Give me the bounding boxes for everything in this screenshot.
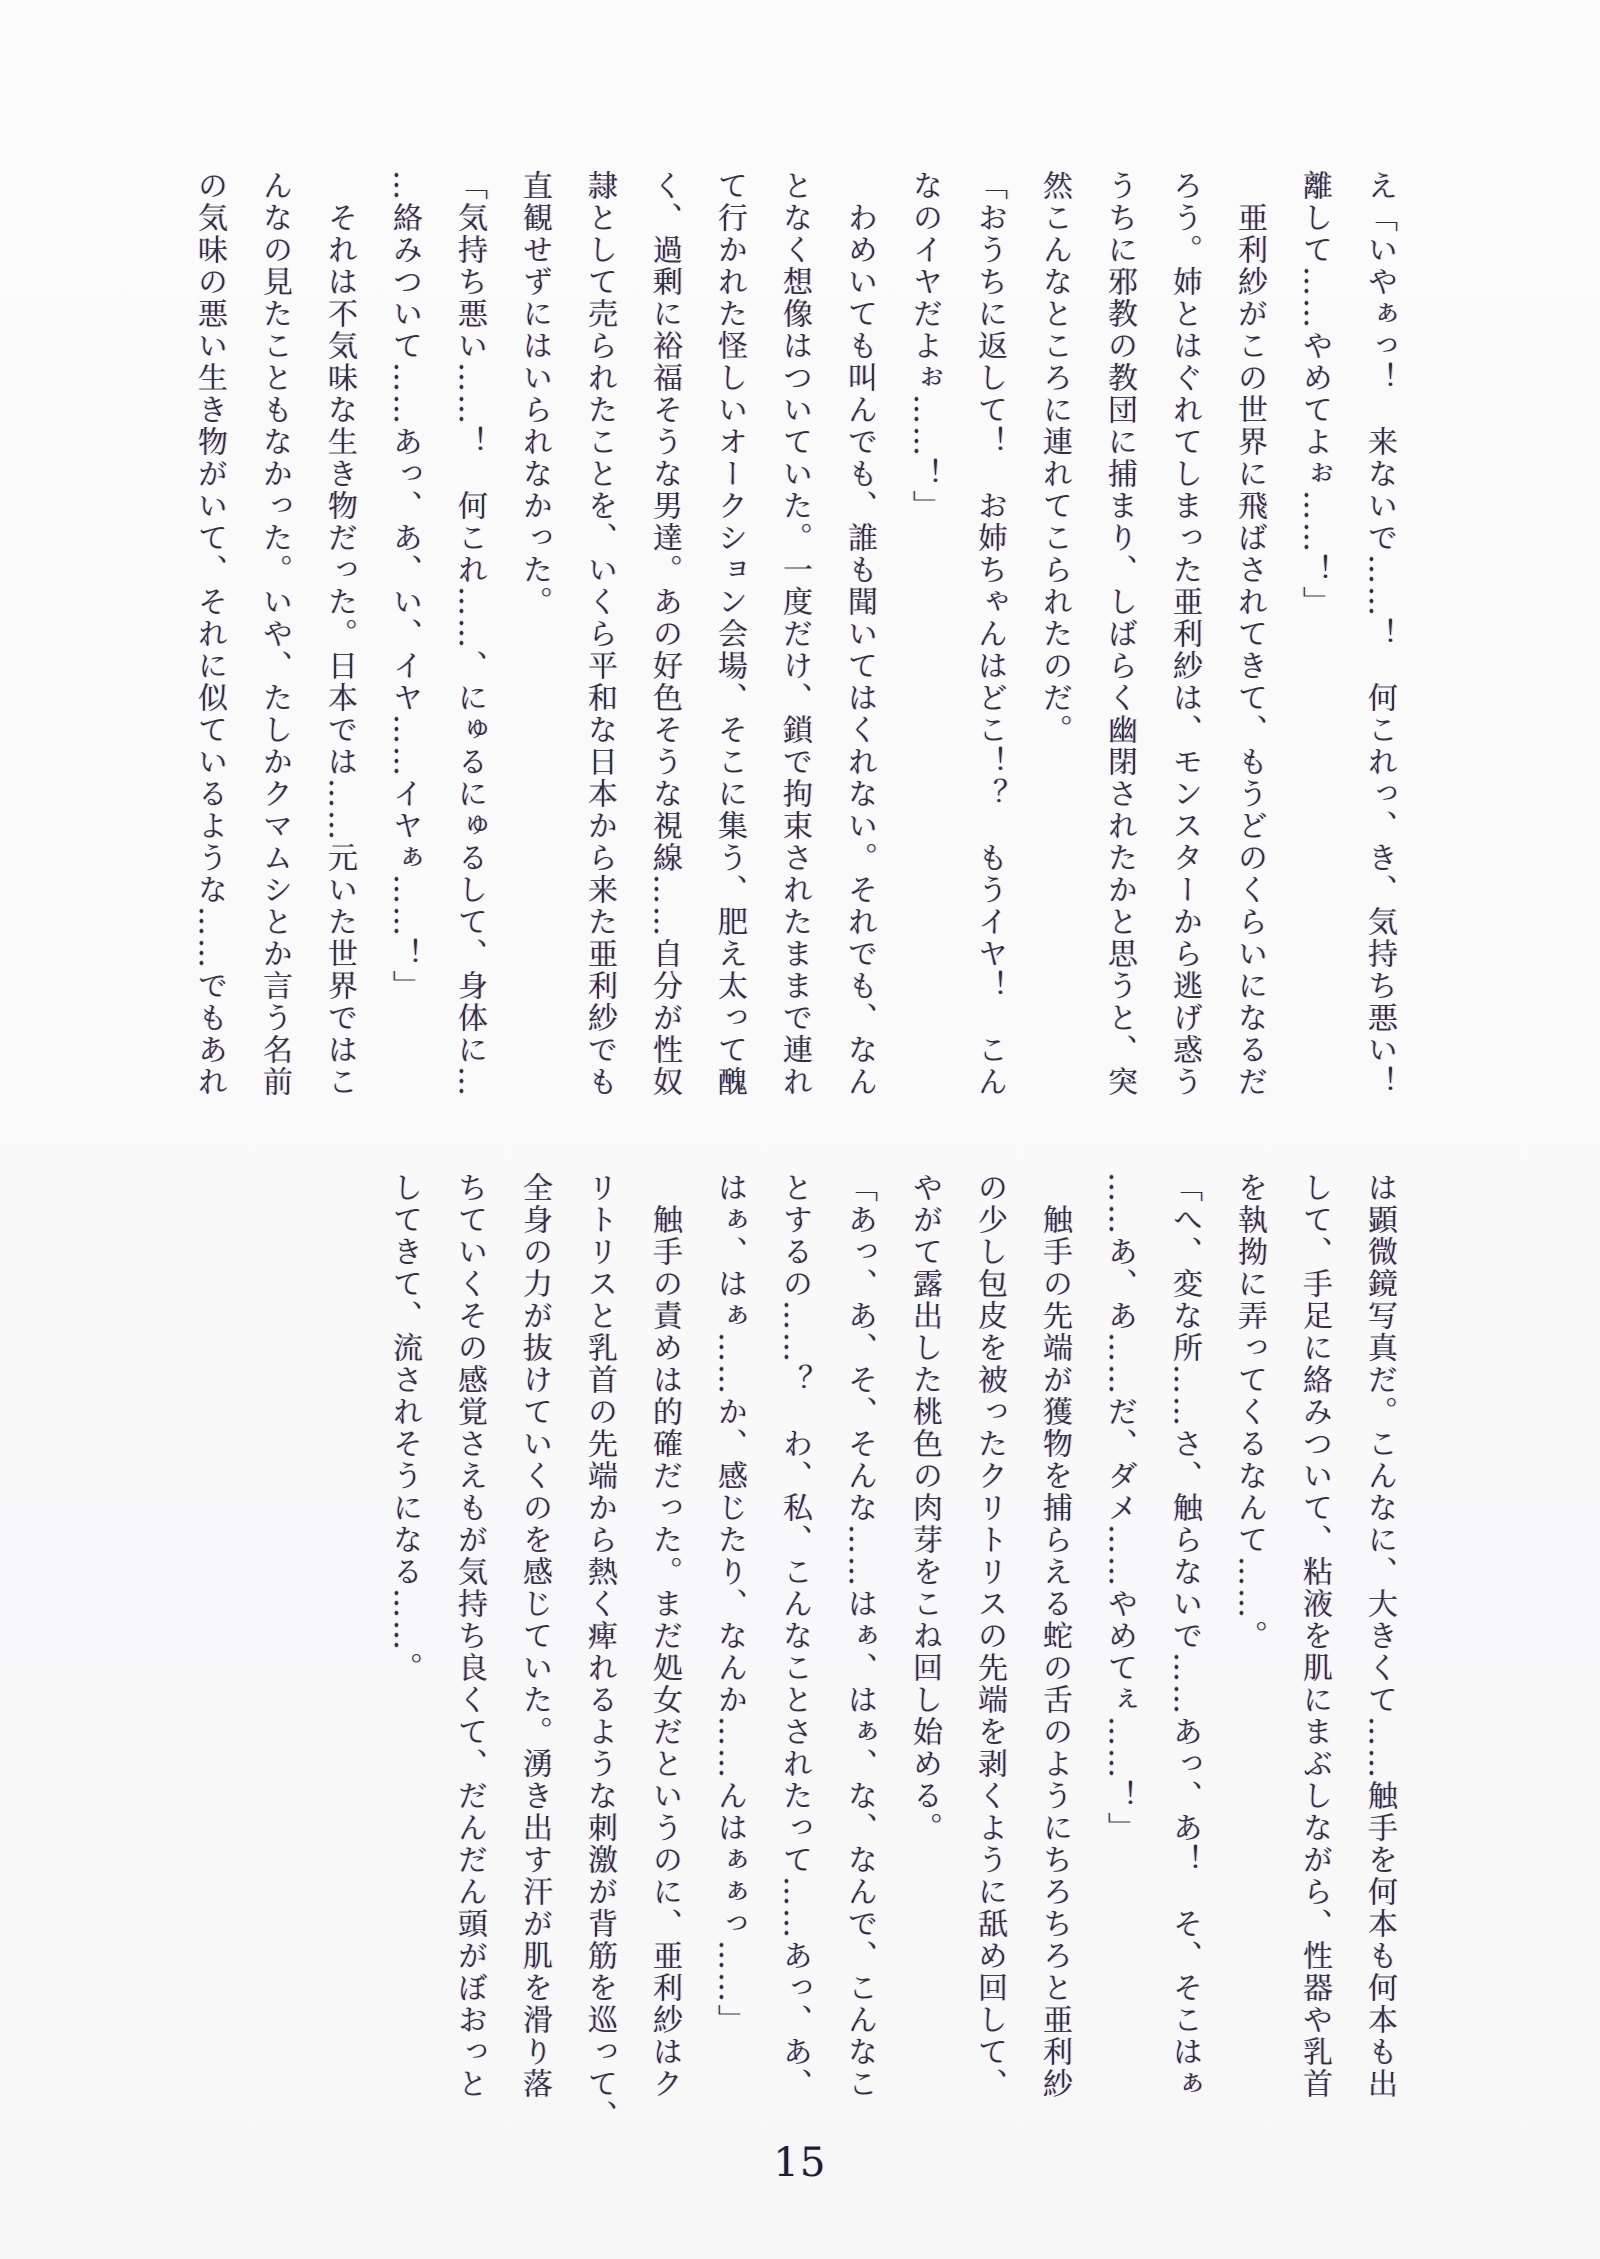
text-line: く、過剰に裕福そうな男達。あの好色そうな視線……自分が性奴 [647, 170, 682, 1098]
text-line: 「気持ち悪い……！ 何これ……、にゅるにゅるして、身体に… [452, 170, 487, 1098]
text-line: は顕微鏡写真だ。こんなに、大きくて……触手を何本も何本も出 [1362, 1172, 1397, 2100]
text-line: うちに邪教の教団に捕まり、しばらく幽閉されたかと思うと、突 [1102, 170, 1137, 1098]
text-line: の少し包皮を被ったクリトリスの先端を剥くように舐め回して、 [972, 1172, 1007, 2100]
text-line: わめいても叫んでも、誰も聞いてはくれない。それでも、なん [842, 170, 877, 1098]
text-line: んなの見たこともなかった。いや、たしかクマムシとか言う名前 [257, 170, 292, 1098]
text-line: となく想像はついていた。一度だけ、鎖で拘束されたままで連れ [777, 170, 812, 1098]
text-line: を執拗に弄ってくるなんて……。 [1232, 1172, 1267, 1652]
text-line: なのイヤだよぉ……！」 [907, 170, 942, 522]
text-line: て行かれた怪しいオークション会場、そこに集う、肥え太って醜 [712, 170, 747, 1098]
text-line: 「あっ、あ、そ、そんな……はぁ、はぁ、な、なんで、こんなこ [842, 1172, 877, 2100]
text-line: ……あ、あ……だ、ダメ……やめてぇ……！」 [1102, 1172, 1137, 1844]
text-line: 然こんなところに連れてこられたのだ。 [1037, 170, 1072, 746]
text-line: …絡みついて……あっ、あ、い、イヤ……イヤぁ……！」 [387, 170, 422, 1002]
text-line: リトリスと乳首の先端から熱く痺れるような刺激が背筋を巡って、 [582, 1172, 617, 2132]
text-line: 触手の先端が獲物を捕らえる蛇の舌のようにちろちろと亜利紗 [1037, 1172, 1072, 2100]
text-line: え「いやぁっ！ 来ないで……！ 何これっ、き、気持ち悪い！ [1362, 170, 1397, 1098]
page-number: 15 [773, 2140, 827, 2186]
text-block-bottom [372, 1172, 1412, 2132]
text-line: の気味の悪い生き物がいて、それに似ているような……でもあれ [192, 170, 227, 1098]
text-line: 隷として売られたことを、いくら平和な日本から来た亜利紗でも [582, 170, 617, 1098]
text-line: 亜利紗がこの世界に飛ばされてきて、もうどのくらいになるだ [1232, 170, 1267, 1098]
text-line: ちていくその感覚さえもが気持ち良くて、だんだん頭がぼおっと [452, 1172, 487, 2100]
text-line: 全身の力が抜けていくのを感じていた。湧き出す汗が肌を滑り落 [517, 1172, 552, 2100]
text-line: 直観せずにはいられなかった。 [517, 170, 552, 618]
text-block-top [177, 170, 1412, 1105]
text-line: 離して……やめてよぉ……！」 [1297, 170, 1332, 618]
text-line: とするの……？ わ、私、こんなことされたって……あっ、あ、 [777, 1172, 812, 2100]
text-line: してきて、流されそうになる……。 [387, 1172, 422, 1684]
text-line: ろう。姉とはぐれてしまった亜利紗は、モンスターから逃げ惑う [1167, 170, 1202, 1098]
text-line: 「へ、変な所……さ、触らないで……あっ、あ！ そ、そこはぁ [1167, 1172, 1202, 2100]
text-line: 触手の責めは的確だった。まだ処女だというのに、亜利紗はク [647, 1172, 682, 2100]
text-line: やがて露出した桃色の肉芽をこね回し始める。 [907, 1172, 942, 1844]
text-line: それは不気味な生き物だった。日本では……元いた世界ではこ [322, 170, 357, 1098]
text-line: して、手足に絡みついて、粘液を肌にまぶしながら、性器や乳首 [1297, 1172, 1332, 2100]
text-line: 「おうちに返して！ お姉ちゃんはどこ！？ もうイヤ！ こん [972, 170, 1007, 1098]
text-line: はぁ、はぁ……か、感じたり、なんか……んはぁぁっ……」 [712, 1172, 747, 2036]
